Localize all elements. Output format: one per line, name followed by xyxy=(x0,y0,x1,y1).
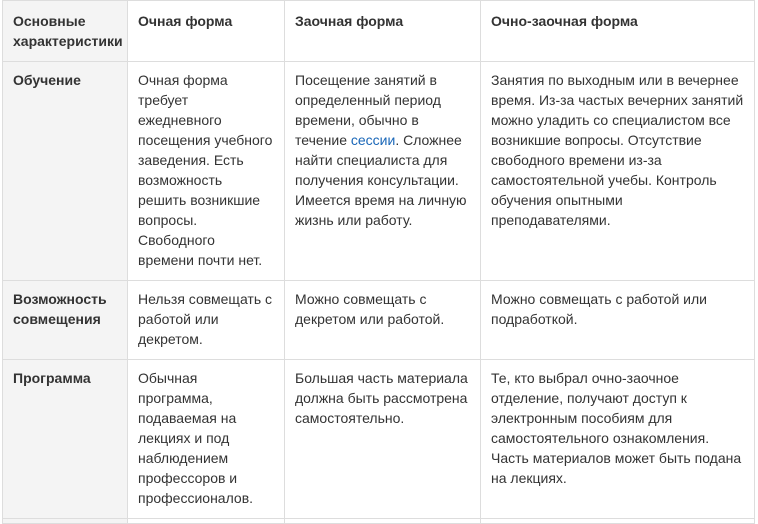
header-part-time: Очно-заочная форма xyxy=(481,1,755,62)
cell-study-part-time: Занятия по выходным или в вечернее время. Из-за частых вечерних занятий можно уладить со специалистом все возникшие вопросы. Отсутствие свободного времени из-за самостоятельной учебы. Контроль обучения опытными преподавателями. xyxy=(481,62,755,281)
cell-combination-part-time: Можно совмещать с работой или подработкой. xyxy=(481,281,755,360)
table-row-program xyxy=(3,360,755,519)
cell-study-full-time: Очная форма требует ежедневного посещения учебного заведения. Есть возможность решить возникшие вопросы. Свободного времени почти нет. xyxy=(128,62,285,281)
cut-off-cell xyxy=(3,519,128,524)
session-link[interactable]: сессии xyxy=(350,132,396,148)
cut-off-cell xyxy=(481,519,755,524)
table-row-study xyxy=(3,62,755,281)
cell-study-correspondence xyxy=(285,62,481,281)
header-full-time: Очная форма xyxy=(128,1,285,62)
row-label-combination: Возможность совмещения xyxy=(3,281,128,360)
cell-combination-correspondence: Можно совмещать с декретом или работой. xyxy=(285,281,481,360)
header-correspondence: Заочная форма xyxy=(285,1,481,62)
cut-off-cell xyxy=(285,519,481,524)
cell-study-correspondence-text-end: . Сложнее найти специалиста для получения консультации. Имеется время на личную жизнь или работу. xyxy=(295,132,467,228)
header-characteristics: Основные характеристики xyxy=(3,1,128,62)
cell-combination-full-time: Нельзя совмещать с работой или декретом. xyxy=(128,281,285,360)
table-row-cut-off xyxy=(3,519,755,524)
header-row xyxy=(3,1,755,62)
row-label-program: Программа xyxy=(3,360,128,519)
cell-program-correspondence: Большая часть материала должна быть рассмотрена самостоятельно. xyxy=(285,360,481,519)
table-row-combination xyxy=(3,281,755,360)
cell-program-full-time: Обычная программа, подаваемая на лекциях и под наблюдением профессоров и профессионалов. xyxy=(128,360,285,519)
cell-study-correspondence-text-start: Посещение занятий в определенный период времени, обычно в течение xyxy=(295,72,441,148)
cut-off-cell xyxy=(128,519,285,524)
row-label-study: Обучение xyxy=(3,62,128,281)
cell-program-part-time: Те, кто выбрал очно-заочное отделение, получают доступ к электронным пособиям для самостоятельного ознакомления. Часть материалов может быть подана на лекциях. xyxy=(481,360,755,519)
comparison-table xyxy=(2,0,755,524)
